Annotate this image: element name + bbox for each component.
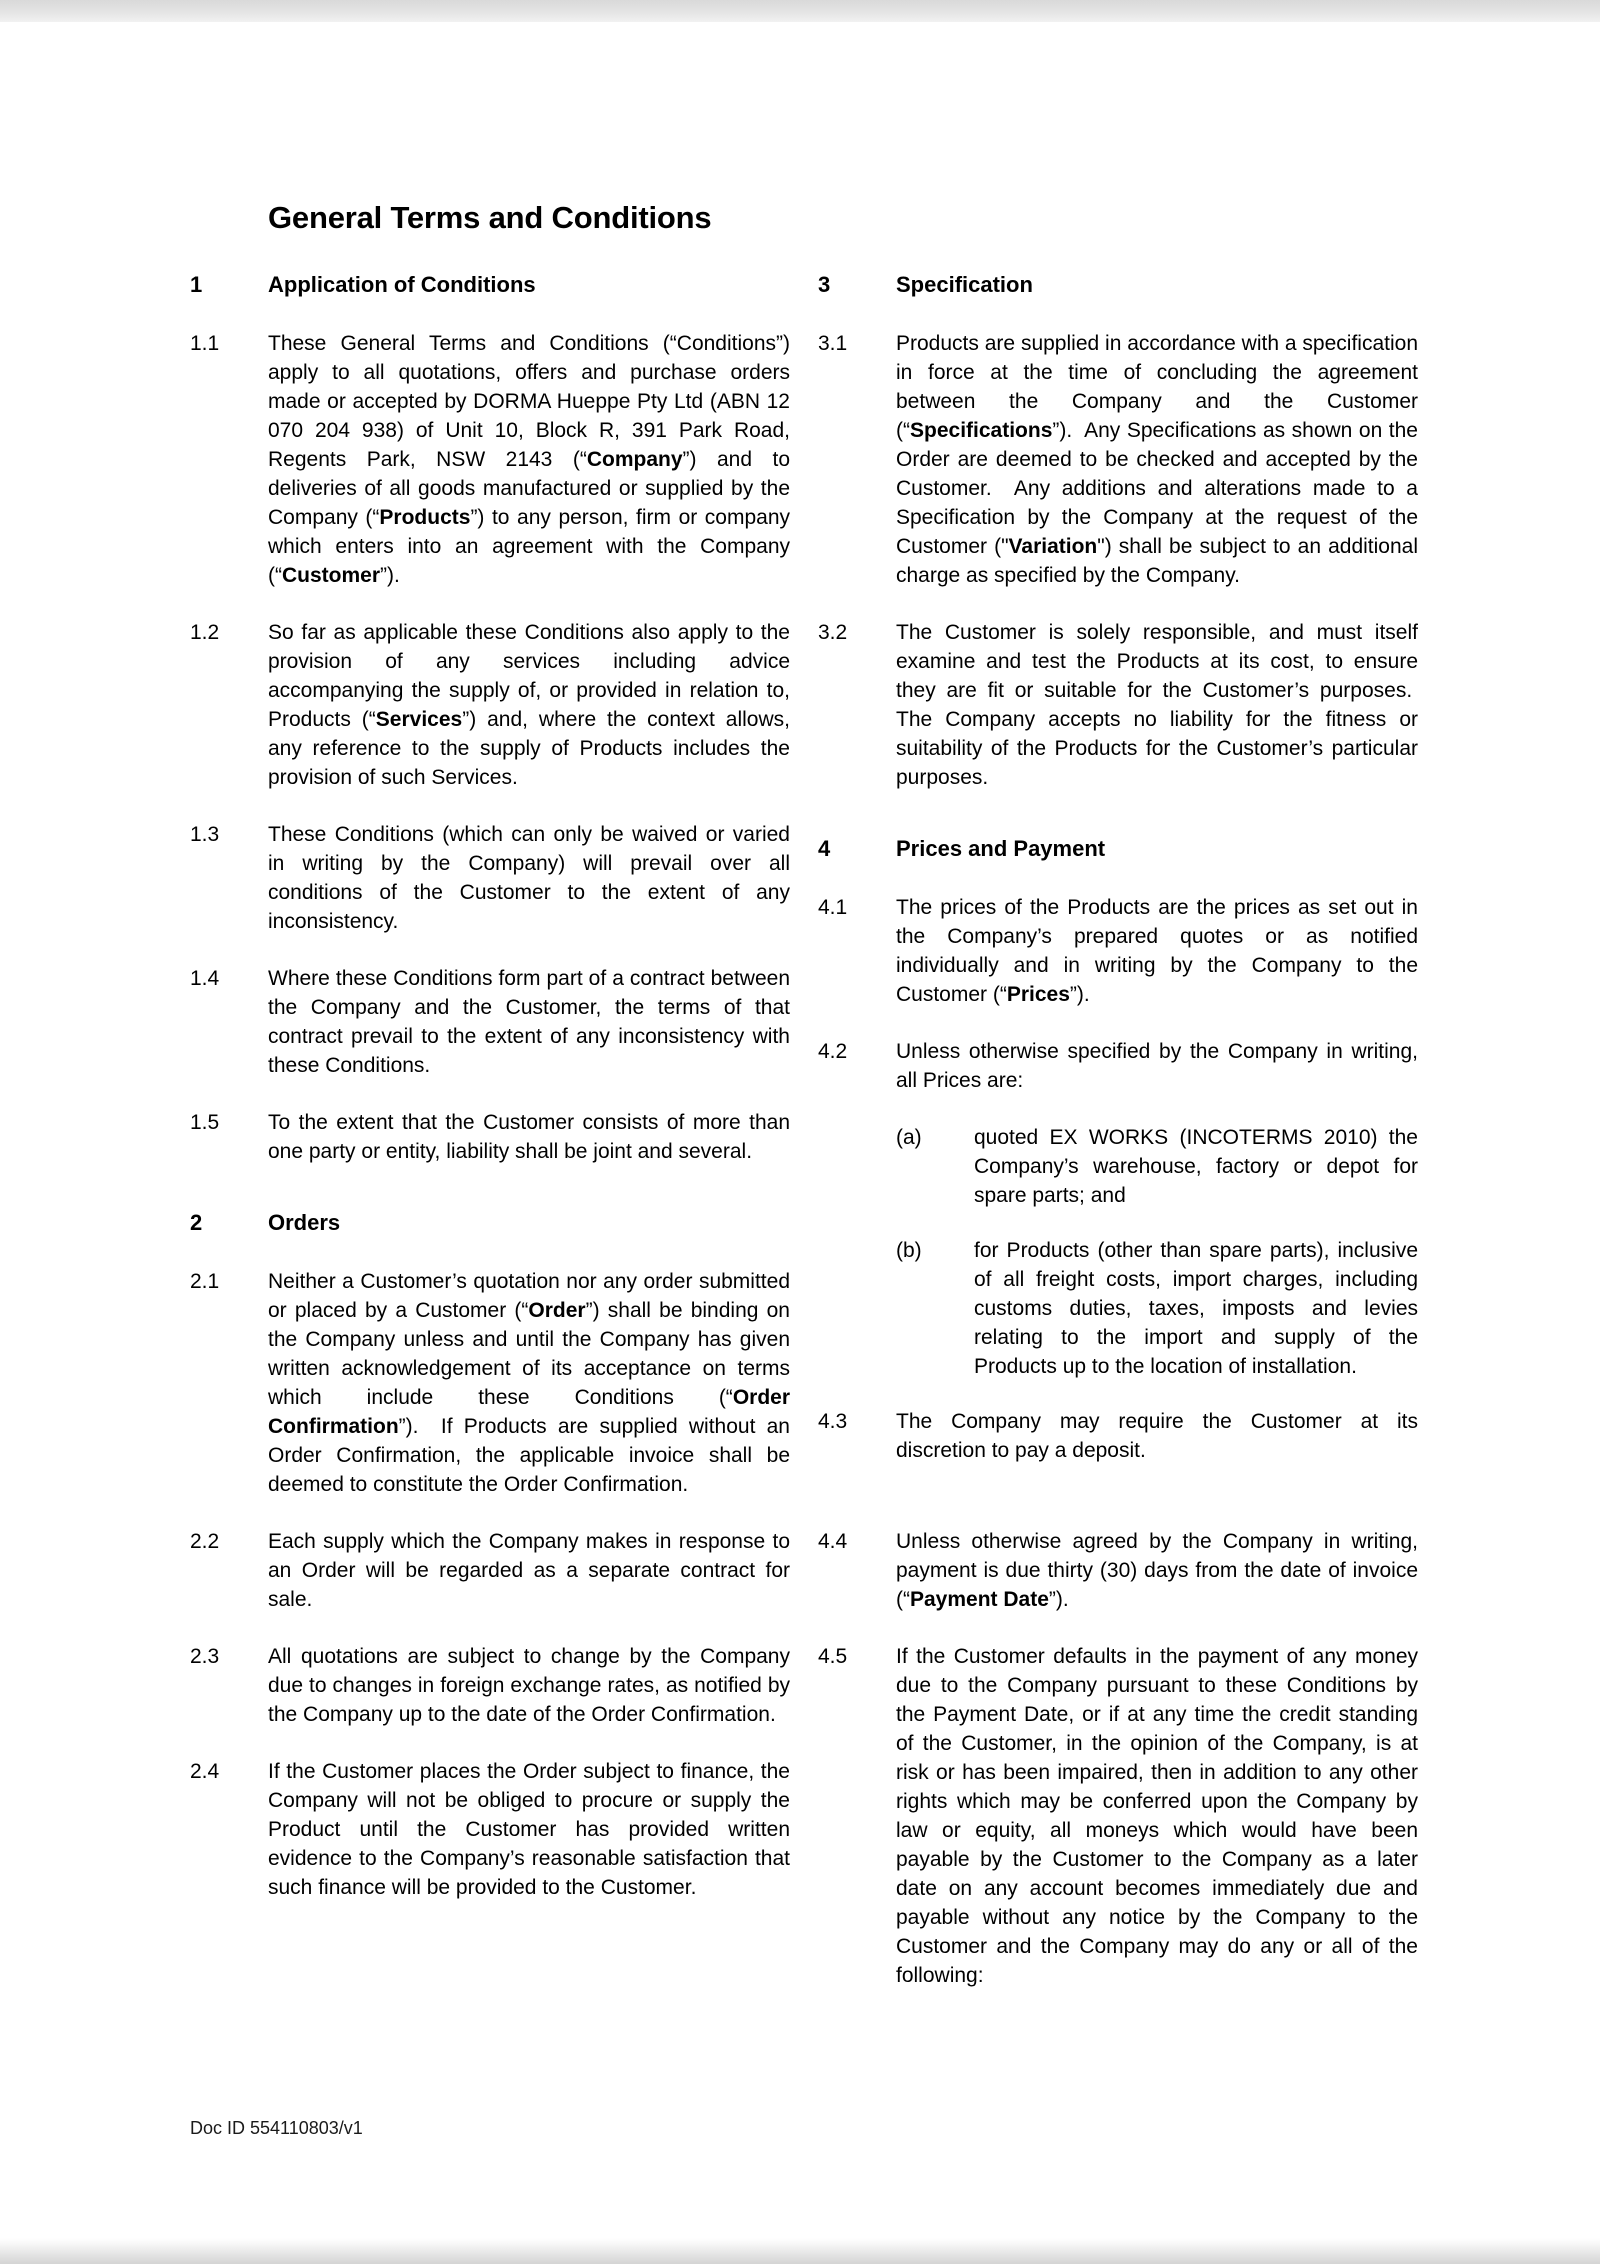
clause-gap	[818, 1493, 1418, 1527]
clause-1-5	[190, 1108, 790, 1166]
section-gap	[190, 1194, 790, 1208]
clause-1-2	[190, 618, 790, 792]
clause-1-4	[190, 964, 790, 1080]
clause-text: So far as applicable these Conditions also apply to the provision of any services including advice accompanying the supply of, or provided in relation to, Products (“Services”) and, where the context allows, any reference to the supply of Products includes the provision of such Services.	[268, 621, 790, 789]
section-number: 1	[190, 272, 203, 297]
subclause-4-2-a	[818, 1123, 1418, 1210]
clause-1-3	[190, 820, 790, 936]
clause-text: The Company may require the Customer at its discretion to pay a deposit.	[896, 1410, 1418, 1462]
subclause-text: quoted EX WORKS (INCOTERMS 2010) the Company’s warehouse, factory or depot for spare parts; and	[974, 1126, 1418, 1207]
clause-2-4	[190, 1757, 790, 1902]
left-column	[190, 270, 790, 1930]
clause-number: 2.1	[190, 1270, 220, 1293]
document-page	[0, 22, 1600, 2236]
clause-2-3	[190, 1642, 790, 1729]
clause-number: 1.5	[190, 1111, 220, 1134]
clause-3-1	[818, 329, 1418, 590]
section-number: 2	[190, 1210, 203, 1235]
clause-text: Products are supplied in accordance with a specification in force at the time of concluding the agreement between the Company and the Customer (“Specifications”). Any Specifications as shown on the Order are deemed to be checked and accepted by the Customer. Any additions and alterations made to a Specification by the Company at the request of the Customer ("Variation") shall be subject to an additional charge as specified by the Company.	[896, 332, 1418, 587]
section-heading-4	[818, 834, 1418, 863]
section-gap	[818, 820, 1418, 834]
section-title: Specification	[896, 272, 1033, 297]
clause-text: These Conditions (which can only be waived or varied in writing by the Company) will prevail over all conditions of the Customer to the extent of any inconsistency.	[268, 823, 790, 933]
clause-number: 1.3	[190, 823, 220, 846]
subclause-text: for Products (other than spare parts), inclusive of all freight costs, import charges, including customs duties, taxes, imposts and levies relating to the import and supply of the Products up to the location of installation.	[974, 1239, 1418, 1378]
clause-text: To the extent that the Customer consists of more than one party or entity, liability shall be joint and several.	[268, 1111, 790, 1163]
subclause-4-2-b	[818, 1236, 1418, 1381]
clause-number: 1.4	[190, 967, 220, 990]
clause-number: 3.2	[818, 621, 848, 644]
clause-number: 2.2	[190, 1530, 220, 1553]
clause-4-1	[818, 893, 1418, 1009]
clause-2-2	[190, 1527, 790, 1614]
clause-4-2	[818, 1037, 1418, 1095]
section-number: 4	[818, 836, 831, 861]
subclause-number: (a)	[896, 1126, 922, 1149]
clause-text: If the Customer places the Order subject to finance, the Company will not be obliged to procure or supply the Product until the Customer has provided written evidence to the Company’s reasonable satisfaction that such finance will be provided to the Customer.	[268, 1760, 790, 1899]
section-heading-3	[818, 270, 1418, 299]
clause-number: 1.1	[190, 332, 220, 355]
section-title: Orders	[268, 1210, 341, 1235]
clause-number: 2.4	[190, 1760, 220, 1783]
clause-4-4	[818, 1527, 1418, 1614]
clause-number: 2.3	[190, 1645, 220, 1668]
clause-text: The Customer is solely responsible, and must itself examine and test the Products at its cost, to ensure they are fit or suitable for the Customer’s purposes. The Company accepts no liability for the fitness or suitability of the Products for the Customer’s particular purposes.	[896, 621, 1418, 789]
clause-number: 1.2	[190, 621, 220, 644]
clause-4-5	[818, 1642, 1418, 1990]
clause-number: 4.4	[818, 1530, 848, 1553]
clause-number: 3.1	[818, 332, 848, 355]
clause-text: All quotations are subject to change by the Company due to changes in foreign exchange rates, as notified by the Company up to the date of the Order Confirmation.	[268, 1645, 790, 1726]
right-column	[818, 270, 1418, 2018]
clause-text: If the Customer defaults in the payment of any money due to the Company pursuant to these Conditions by the Payment Date, or if at any time the credit standing of the Customer, in the opinion of the Company, is at risk or has been impaired, then in addition to any other rights which may be conferred upon the Company by law or equity, all moneys which would have been payable by the Customer to the Company as a later date on any account becomes immediately due and payable without any notice by the Company to the Customer and the Company may do any or all of the following:	[896, 1645, 1418, 1987]
viewer-bottom-shade	[0, 2238, 1600, 2264]
clause-number: 4.3	[818, 1410, 848, 1433]
clause-text: These General Terms and Conditions (“Conditions”) apply to all quotations, offers and purchase orders made or accepted by DORMA Hueppe Pty Ltd (ABN 12 070 204 938) of Unit 10, Block R, 391 Park Road, Regents Park, NSW 2143 (“Company”) and to deliveries of all goods manufactured or supplied by the Company (“Products”) to any person, firm or company which enters into an agreement with the Company (“Customer”).	[268, 332, 791, 587]
clause-3-2	[818, 618, 1418, 792]
clause-2-1	[190, 1267, 790, 1499]
clause-text: The prices of the Products are the prices as set out in the Company’s prepared quotes or as notified individually and in writing by the Company to the Customer (“Prices”).	[896, 896, 1418, 1006]
clause-text: Each supply which the Company makes in response to an Order will be regarded as a separate contract for sale.	[268, 1530, 790, 1611]
clause-4-3	[818, 1407, 1418, 1465]
section-number: 3	[818, 272, 831, 297]
clause-number: 4.5	[818, 1645, 848, 1668]
clause-1-1	[190, 329, 790, 590]
clause-text: Unless otherwise specified by the Company in writing, all Prices are:	[896, 1040, 1418, 1092]
section-heading-2	[190, 1208, 790, 1237]
document-footer: Doc ID 554110803/v1	[190, 2118, 363, 2138]
section-title: Prices and Payment	[896, 836, 1106, 861]
clause-text: Where these Conditions form part of a contract between the Company and the Customer, the terms of that contract prevail to the extent of any inconsistency with these Conditions.	[268, 967, 790, 1077]
clause-text: Neither a Customer’s quotation nor any order submitted or placed by a Customer (“Order”) shall be binding on the Company unless and until the Company has given written acknowledgement of its acceptance on terms which include these Conditions (“Order Confirmation”). If Products are supplied without an Order Confirmation, the applicable invoice shall be deemed to constitute the Order Confirmation.	[268, 1270, 790, 1496]
clause-number: 4.1	[818, 896, 848, 919]
page-title: General Terms and Conditions	[268, 200, 712, 235]
subclause-number: (b)	[896, 1239, 922, 1262]
clause-text: Unless otherwise agreed by the Company in writing, payment is due thirty (30) days from the date of invoice (“Payment Date”).	[896, 1530, 1418, 1611]
clause-number: 4.2	[818, 1040, 848, 1063]
section-title: Application of Conditions	[268, 272, 536, 297]
section-heading-1	[190, 270, 790, 299]
